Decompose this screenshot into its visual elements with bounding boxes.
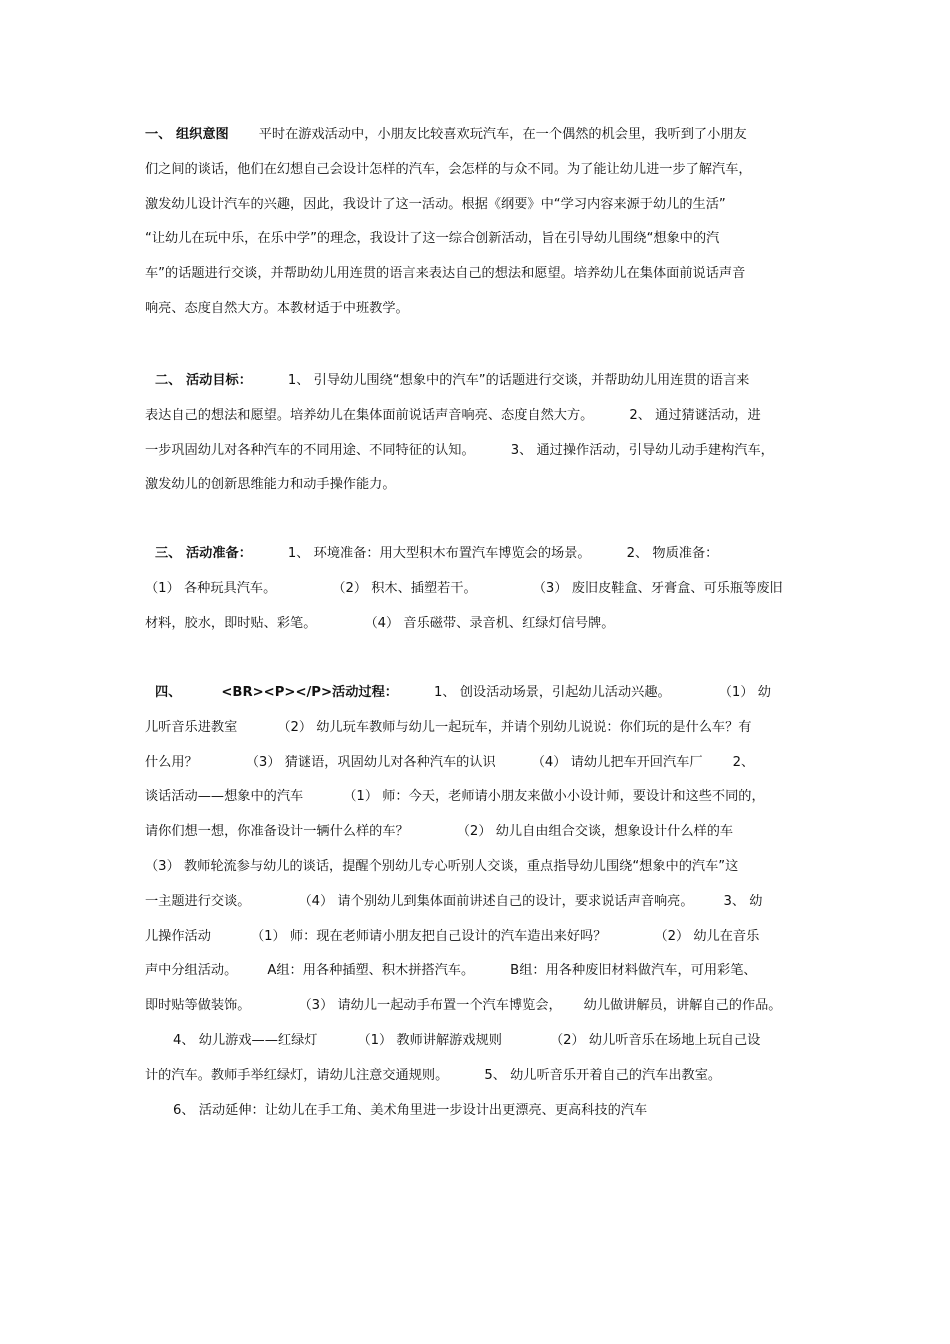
section-intent-line-5: 车”的话题进行交谈，并帮助幼儿用连贯的语言来表达自己的想法和愿望。培养幼儿在集体面前说话声音 <box>145 266 746 282</box>
section-preparation <box>145 537 815 641</box>
section-process-line-12: 计的汽车。教师手举红绿灯，请幼儿注意交通规则。 5、 幼儿听音乐开着自己的汽车出教室。 <box>145 1067 722 1083</box>
section-goals-heading: 二、 活动目标： <box>155 373 252 388</box>
section-process-line-5: 请你们想一想，你准备设计一辆什么样的车？ （2） 幼儿自由组合交谈，想象设计什么样的车 <box>145 824 734 840</box>
section-process-line-7: 一主题进行交谈。 （4） 请个别幼儿到集体面前讲述自己的设计，要求说话声音响亮。 3、 幼 <box>145 893 763 909</box>
section-process-line-4: 谈话活动——想象中的汽车 （1） 师：今天，老师请小朋友来做小小设计师，要设计和这些不同的， <box>145 789 765 805</box>
section-preparation-line-1: 三、 活动准备： 1、 环境准备：用大型积木布置汽车博览会的场景。 2、 物质准备： <box>155 546 719 561</box>
section-process-line-13: 6、 活动延伸：让幼儿在手工角、美术角里进一步设计出更漂亮、更高科技的汽车 <box>173 1102 648 1118</box>
section-process-line-8: 儿操作活动 （1） 师：现在老师请小朋友把自己设计的汽车造出来好吗？ （2） 幼儿在音乐 <box>145 928 760 944</box>
section-goals-line-1: 二、 活动目标： 1、 引导幼儿围绕“想象中的汽车”的话题进行交谈，并帮助幼儿用连贯的语言来 <box>155 373 750 388</box>
section-intent-heading: 一、 组织意图 <box>145 127 229 142</box>
section-process-line-9: 声中分组活动。 A组：用各种插塑、积木拼搭汽车。 B组：用各种废旧材料做汽车，可用彩笔、 <box>145 963 757 979</box>
section-goals-line-4: 激发幼儿的创新思维能力和动手操作能力。 <box>145 477 396 493</box>
section-process-heading: <BR><P></P>活动过程： <box>221 685 398 700</box>
section-process-line-10: 即时贴等做装饰。 （3） 请幼儿一起动手布置一个汽车博览会， 幼儿做讲解员，讲解自己的作品。 <box>145 998 782 1014</box>
section-intent-line-1: 一、 组织意图 平时在游戏活动中，小朋友比较喜欢玩汽车，在一个偶然的机会里，我听到了小朋友 <box>145 127 747 142</box>
section-process-heading-number: 四、 <box>155 685 182 700</box>
section-process <box>145 676 815 1128</box>
section-process-line-11: 4、 幼儿游戏——红绿灯 （1） 教师讲解游戏规则 （2） 幼儿听音乐在场地上玩自己设 <box>173 1032 761 1048</box>
section-preparation-line-3: 材料，胶水，即时贴、彩笔。 （4） 音乐磁带、录音机、红绿灯信号牌。 <box>145 615 615 631</box>
section-preparation-line-2: （1） 各种玩具汽车。 （2） 积木、插塑若干。 （3） 废旧皮鞋盒、牙膏盒、可乐瓶等废旧 <box>145 580 783 596</box>
section-intent-line-4: “让幼儿在玩中乐，在乐中学”的理念，我设计了这一综合创新活动，旨在引导幼儿围绕“想象中的汽 <box>145 231 720 247</box>
section-process-line-6: （3） 教师轮流参与幼儿的谈话，提醒个别幼儿专心听别人交谈，重点指导幼儿围绕“想象中的汽车”这 <box>145 858 739 874</box>
section-intent-line-3: 激发幼儿设计汽车的兴趣，因此，我设计了这一活动。根据《纲要》中“学习内容来源于幼儿的生活” <box>145 196 726 212</box>
section-process-line-2: 儿听音乐进教室 （2） 幼儿玩车教师与幼儿一起玩车，并请个别幼儿说说：你们玩的是什么车？有 <box>145 719 752 735</box>
section-intent-line-6: 响亮、态度自然大方。本教材适于中班教学。 <box>145 300 409 316</box>
section-process-line-3: 什么用？ （3） 猜谜语，巩固幼儿对各种汽车的认识 （4） 请幼儿把车开回汽车厂 2、 <box>145 754 755 770</box>
section-goals <box>145 364 815 503</box>
section-goals-line-2: 表达自己的想法和愿望。培养幼儿在集体面前说话声音响亮、态度自然大方。 2、 通过猜谜活动，进 <box>145 407 761 423</box>
section-intent-line-2: 们之间的谈话，他们在幻想自己会设计怎样的汽车，会怎样的与众不同。为了能让幼儿进一步了解汽车， <box>145 161 752 177</box>
section-preparation-heading: 三、 活动准备： <box>155 546 252 561</box>
section-process-line-1: 四、 <BR><P></P>活动过程： 1、 创设活动场景，引起幼儿活动兴趣。 （1） 幼 <box>155 685 771 700</box>
section-goals-line-3: 一步巩固幼儿对各种汽车的不同用途、不同特征的认知。 3、 通过操作活动，引导幼儿动手建构汽车， <box>145 442 774 458</box>
section-intent <box>145 118 815 327</box>
